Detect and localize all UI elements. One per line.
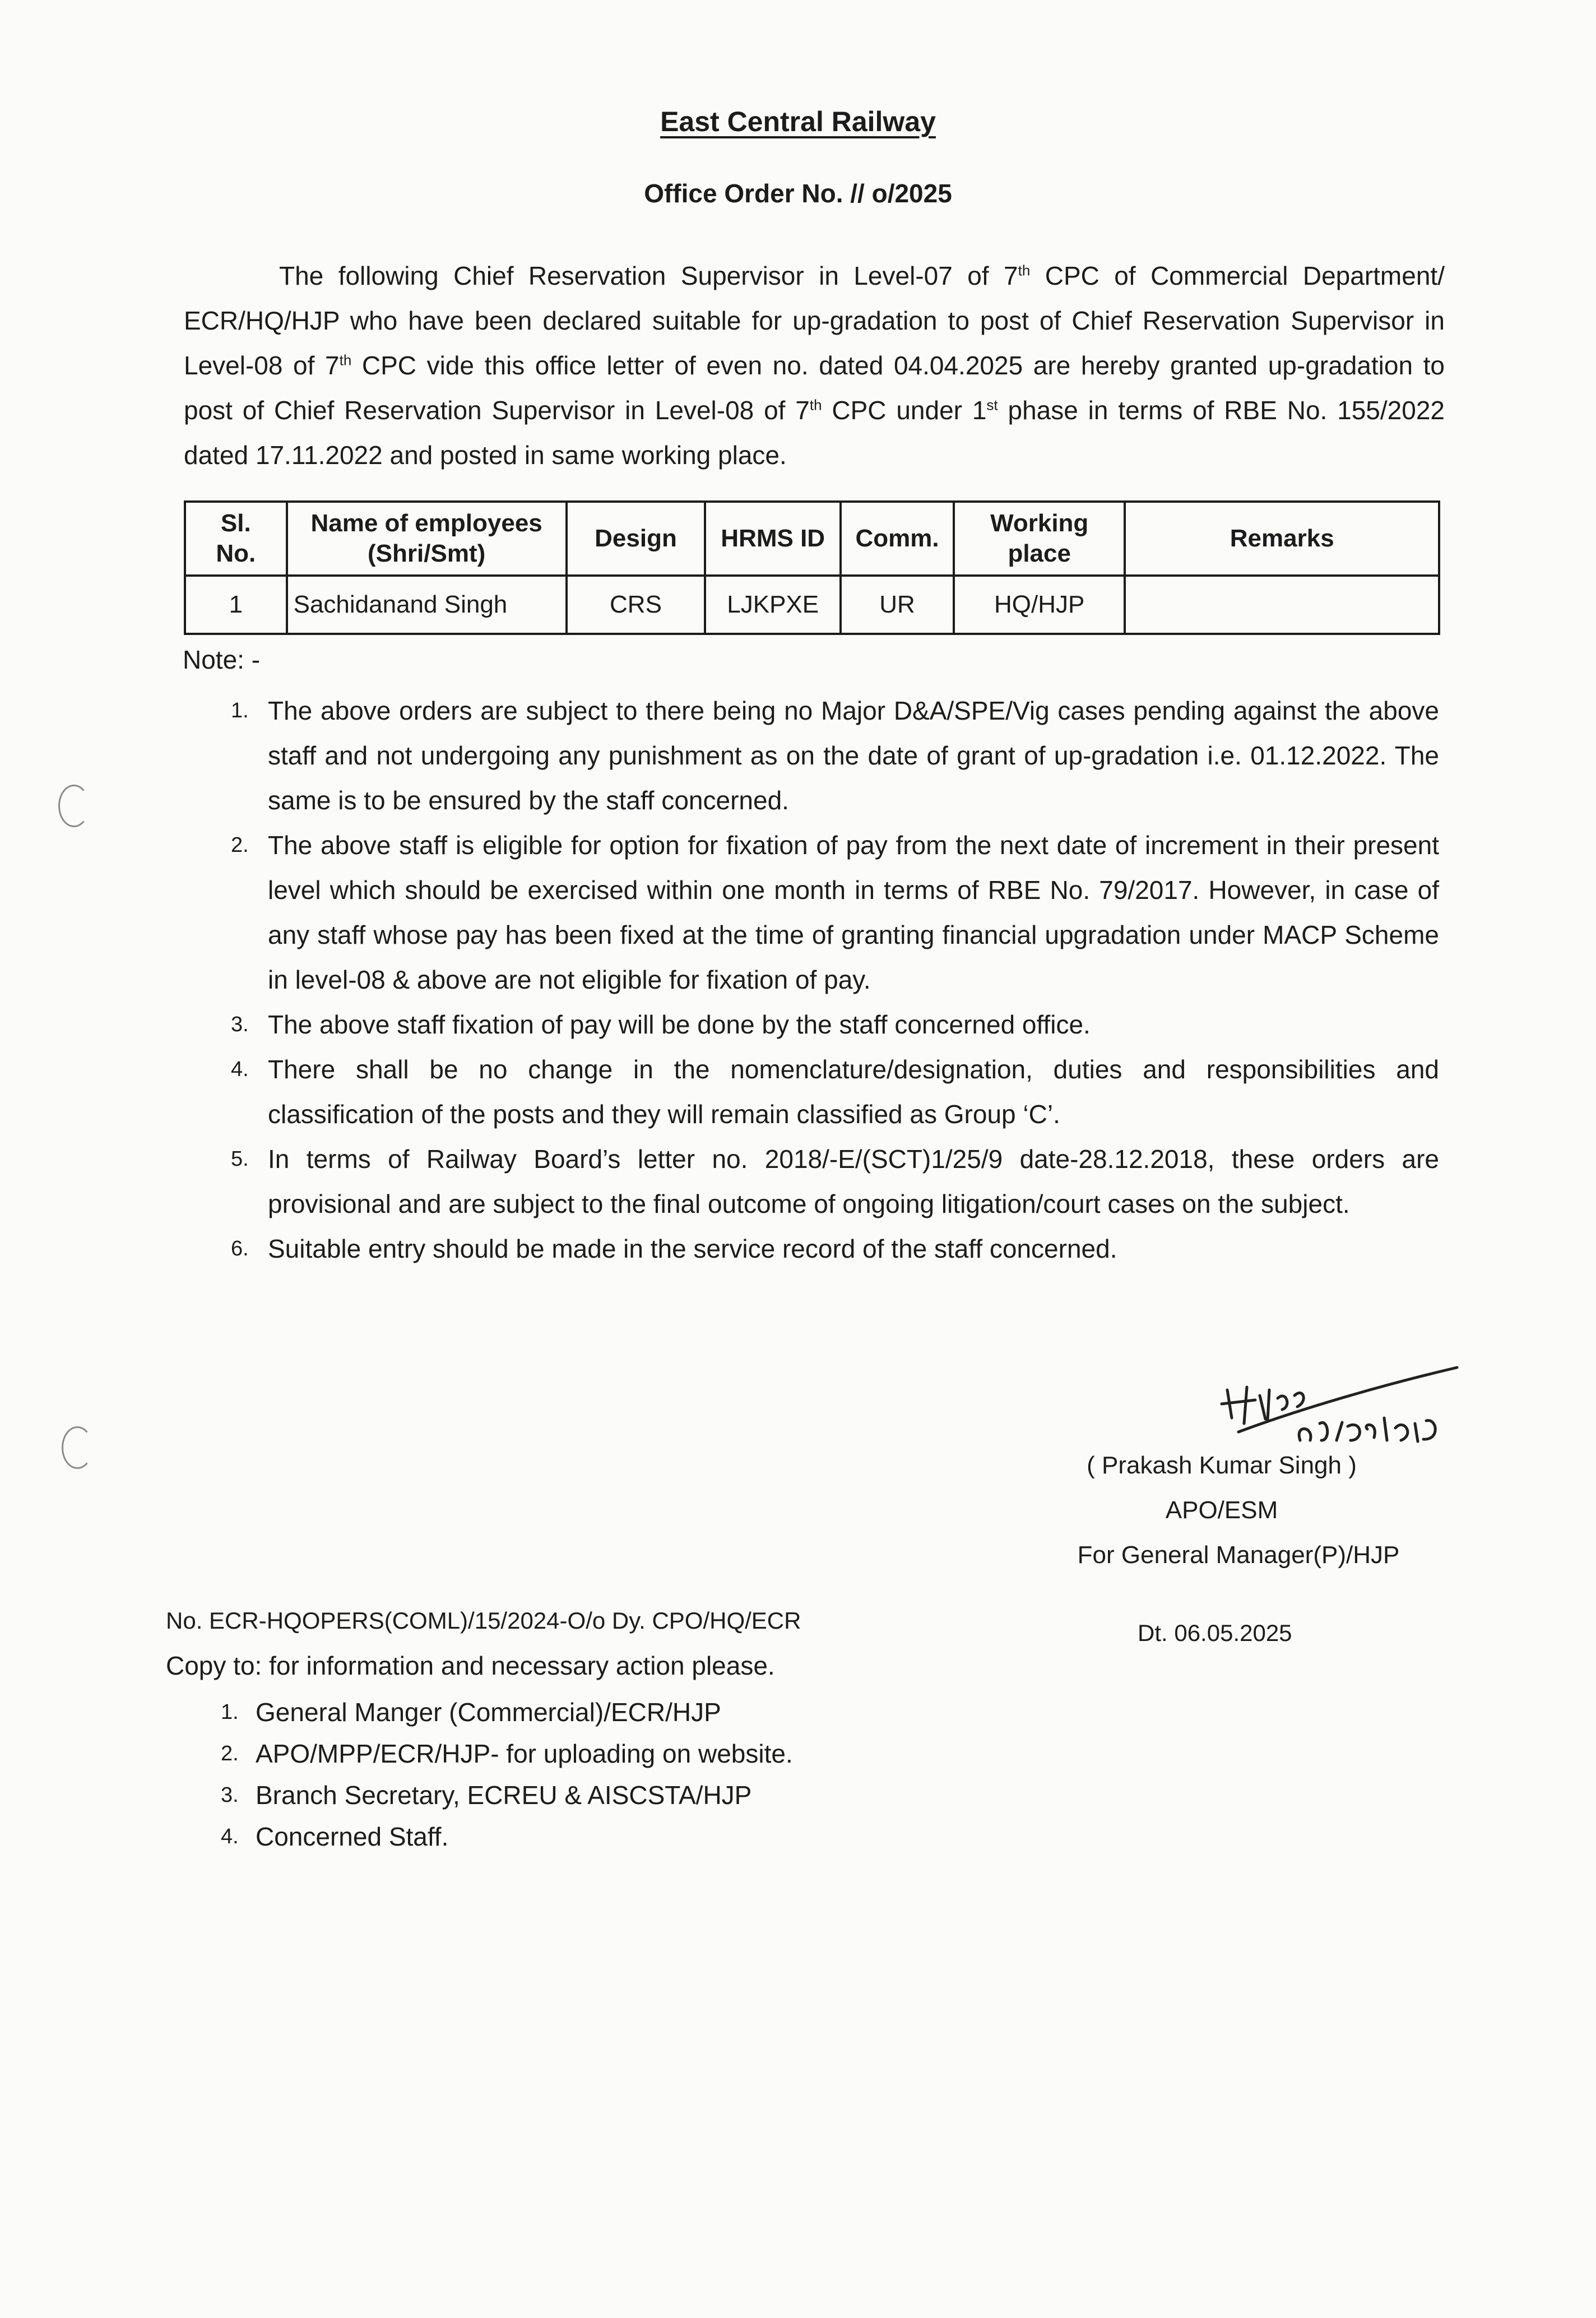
header-design: Design	[567, 502, 706, 576]
header-comm: Comm.	[841, 502, 954, 576]
intro-paragraph	[184, 253, 1445, 477]
cell-sl: 1	[185, 576, 287, 634]
signatory-designation: APO/ESM	[1165, 1496, 1278, 1524]
staff-table	[184, 500, 1440, 635]
list-item: 3. Branch Secretary, ECREU & AISCSTA/HJP	[221, 1781, 752, 1810]
header-hrms-id: HRMS ID	[705, 502, 841, 576]
intro-text-part: phase in terms of RBE No. 155/2022 dated 17.11.2022 and posted in same working place.	[184, 396, 1445, 470]
cell-comm: UR	[841, 576, 954, 634]
intro-text-part: CPC vide this office letter of even no. dated 04.04.2025 are hereby granted up-gradation to post of Chief Reservation Supervisor in Level-08 of 7	[184, 351, 1445, 425]
order-date: Dt. 06.05.2025	[1138, 1620, 1292, 1646]
note-item: 1. The above orders are subject to there being no Major D&A/SPE/Vig cases pending against the above staff and not undergoing any punishment as on the date of grant of up-gradation i.e. 01.12.2022. The same is to be ensured by the staff concerned.	[231, 696, 1439, 815]
intro-superscript: th	[809, 396, 822, 414]
signatory-name: ( Prakash Kumar Singh )	[1087, 1452, 1357, 1479]
header-working-place: Working place	[954, 502, 1125, 576]
table-row	[185, 576, 1439, 634]
office-order-number: Office Order No. // o/2025	[644, 179, 952, 208]
notes-list	[231, 688, 1439, 1271]
intro-text-part: CPC of Commercial Department/ ECR/HQ/HJP who have been declared suitable for up-gradation to post of Chief Reservation Supervisor in Level-08 of 7	[184, 261, 1445, 380]
cell-design: CRS	[567, 576, 706, 634]
header-sl-no: Sl. No.	[185, 502, 287, 576]
table-header-row	[185, 502, 1439, 576]
cell-hrms-id: LJKPXE	[705, 576, 841, 634]
note-item: 5. In terms of Railway Board’s letter no. 2018/-E/(SCT)1/25/9 date-28.12.2018, these orders are provisional and are subject to the final outcome of ongoing litigation/court cases on the subject.	[231, 1144, 1439, 1218]
header-employee-name: Name of employees (Shri/Smt)	[287, 502, 567, 576]
intro-superscript: st	[986, 396, 998, 414]
copy-to-label: Copy to: for information and necessary action please.	[166, 1651, 775, 1680]
note-label: Note: -	[183, 645, 261, 674]
punch-hole-mark	[62, 1426, 93, 1469]
note-item: 3. The above staff fixation of pay will be done by the staff concerned office.	[231, 1010, 1091, 1039]
organization-name: East Central Railway	[660, 106, 936, 137]
note-item: 2. The above staff is eligible for option for fixation of pay from the next date of increment in their present level which should be exercised within one month in terms of RBE No. 79/2017. However, in case of any staff whose pay has been fixed at the time of granting financial upgradation under MACP Scheme in level-08 & above are not eligible for fixation of pay.	[231, 831, 1439, 994]
note-item: 4. There shall be no change in the nomenclature/designation, duties and responsibilities and classification of the posts and they will remain classified as Group ‘C’.	[231, 1055, 1439, 1129]
cell-working-place: HQ/HJP	[954, 576, 1125, 634]
intro-text-part: CPC under 1	[822, 396, 987, 425]
intro-superscript: th	[1018, 262, 1031, 279]
header-remarks: Remarks	[1125, 502, 1439, 576]
note-item: 6. Suitable entry should be made in the service record of the staff concerned.	[231, 1234, 1117, 1263]
list-item: 2. APO/MPP/ECR/HJP- for uploading on website.	[221, 1739, 793, 1768]
signatory-authority: For General Manager(P)/HJP	[1077, 1541, 1400, 1569]
list-item: 4. Concerned Staff.	[221, 1822, 449, 1851]
intro-superscript: th	[339, 351, 352, 369]
intro-text-part: The following Chief Reservation Supervisor in Level-07 of 7	[279, 261, 1018, 290]
organization-title	[0, 105, 1596, 138]
reference-number: No. ECR-HQOPERS(COML)/15/2024-O/o Dy. CPO/HQ/ECR	[166, 1607, 801, 1634]
list-item: 1. General Manger (Commercial)/ECR/HJP	[221, 1698, 721, 1727]
punch-hole-mark	[58, 785, 90, 827]
cell-remarks	[1125, 576, 1439, 634]
copy-to-list	[221, 1691, 793, 1857]
cell-name: Sachidanand Singh	[287, 576, 567, 634]
